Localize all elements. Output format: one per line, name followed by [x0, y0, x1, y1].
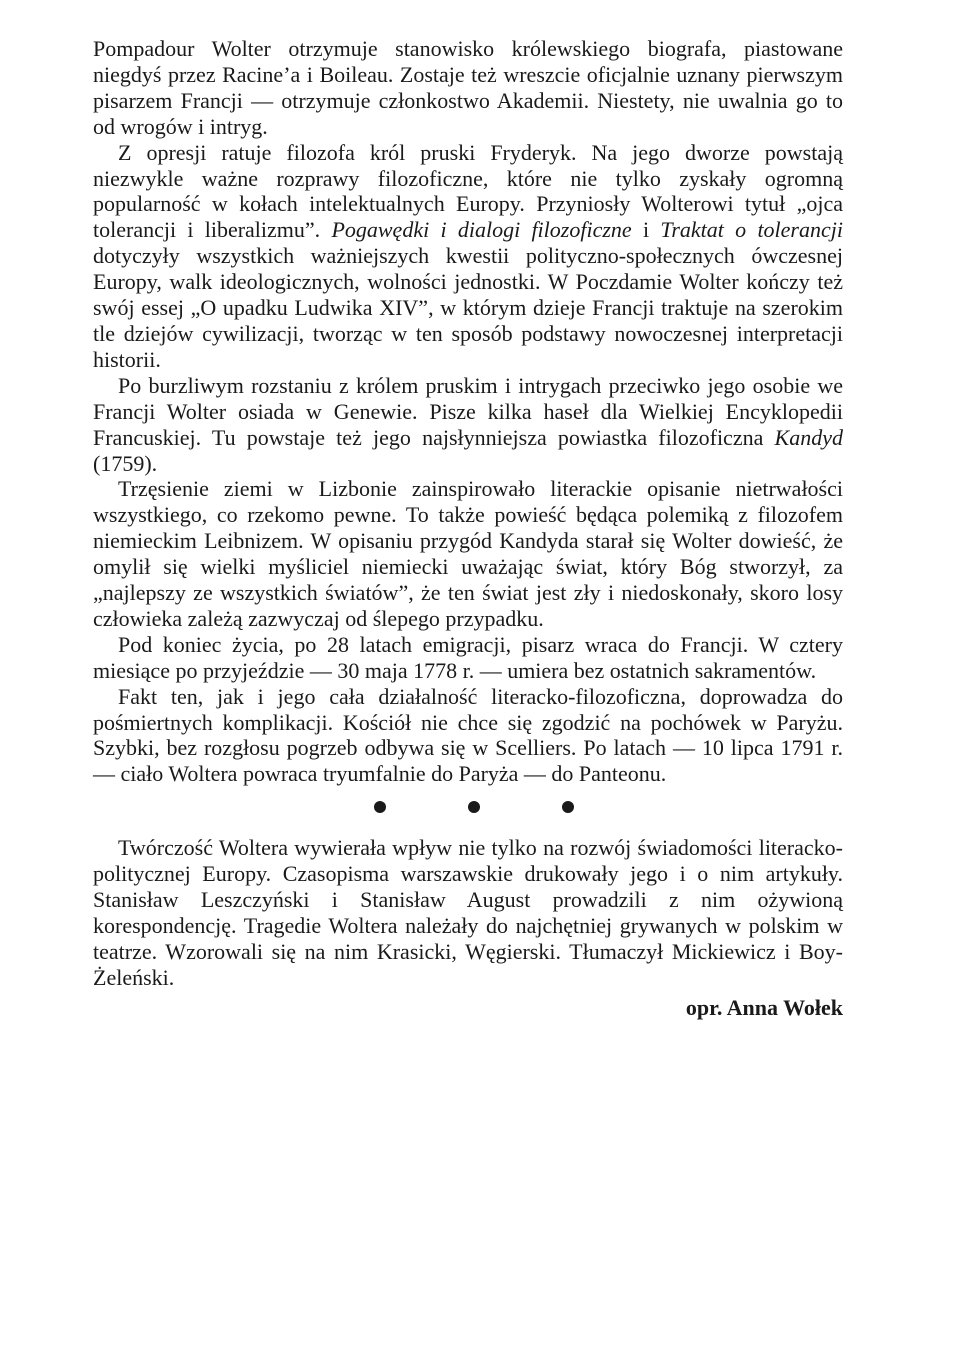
body-text-before-separator — [93, 36, 843, 787]
separator-dot-icon — [562, 801, 574, 813]
author-signature: opr. Anna Wołek — [685, 994, 843, 1020]
italic-title: Traktat o tolerancji — [660, 217, 843, 243]
paragraph-p7 — [93, 835, 843, 990]
separator-dot-icon — [468, 801, 480, 813]
text-run: Z opresji ratuje filozofa król pruski Fryderyk. Na jego dworze powstają niezwykle ważne rozprawy filozoficzne, które nie tylko zyskały ogromną popularność w kołach intelektualnych Europy. Przyniosły Wolterowi tytuł „ojca tolerancji i liberalizmu”. — [93, 139, 843, 243]
text-run: (1759). — [93, 450, 158, 476]
body-text-after-separator — [93, 835, 843, 990]
text-run: Trzęsienie ziemi w Lizbonie zainspirowało literackie opisanie nietrwałości wszystkiego, co rzekomo pewne. To także powieść będąca polemiką z filozofem niemieckim Leibnizem. W opisaniu przygód Kandyda starał się Wolter dowieść, że omylił się wielki myśliciel niemiecki uważając świat, który Bóg stworzył, za „najlepszy ze wszystkich światów”, że ten świat jest zły i niedoskonały, skoro losy człowieka zależą zazwyczaj od ślepego przypadku. — [93, 476, 843, 631]
paragraph-p5 — [93, 632, 843, 684]
separator-dot-icon — [374, 801, 386, 813]
paragraph-p2 — [93, 140, 843, 373]
text-run: dotyczyły wszystkich ważniejszych kwestii polityczno-społecznych ówczesnej Europy, walk ideologicznych, wolności jednostki. W Poczdamie Wolter kończy też swój essej „O upadku Ludwika XIV”, w którym dzieje Francji traktuje na szerokim tle dziejów cywilizacji, tworząc w ten sposób podstawy nowoczesnej interpretacji historii. — [93, 243, 843, 372]
document-page — [93, 36, 843, 1021]
text-run: Twórczość Woltera wywierała wpływ nie tylko na rozwój świadomości literacko-politycznej Europy. Czasopisma warszawskie drukowały jego i o nim artykuły. Stanisław Leszczyński i Stanisław August prowadzili z nim ożywioną korespondencję. Tragedie Woltera należały do najchętniej grywanych w polskim w teatrze. Wzorowali się na nim Krasicki, Węgierski. Tłumaczył Mickiewicz i Boy-Żeleński. — [93, 835, 843, 990]
paragraph-p4 — [93, 476, 843, 631]
paragraph-p6 — [93, 684, 843, 788]
text-run: Fakt ten, jak i jego cała działalność literacko-filozoficzna, doprowadza do pośmiertnych komplikacji. Kościół nie chce się zgodzić na pochówek w Paryżu. Szybki, bez rozgłosu pogrzeb odbywa się w Scelliers. Po latach — 10 lipca 1791 r. — ciało Woltera powraca tryumfalnie do Paryża — do Panteonu. — [93, 683, 843, 787]
text-run: Pod koniec życia, po 28 latach emigracji, pisarz wraca do Francji. W cztery miesiące po przyjeździe — 30 maja 1778 r. — umiera bez ostatnich sakramentów. — [93, 631, 843, 683]
text-run: Po burzliwym rozstaniu z królem pruskim i intrygach przeciwko jego osobie we Francji Wolter osiada w Genewie. Pisze kilka haseł dla Wielkiej Encyklopedii Francuskiej. Tu powstaje też jego najsłynniejsza powiastka filozoficzna — [93, 372, 843, 450]
paragraph-p3 — [93, 373, 843, 477]
italic-title: Kandyd — [774, 424, 843, 450]
section-separator — [93, 801, 843, 813]
text-run: i — [631, 217, 661, 243]
italic-title: Pogawędki i dialogi filozoficzne — [331, 217, 632, 243]
paragraph-p1 — [93, 36, 843, 140]
text-run: Pompadour Wolter otrzymuje stanowisko królewskiego biografa, piastowane niegdyś przez Racine’a i Boileau. Zostaje też wreszcie oficjalnie uznany pierwszym pisarzem Francji — otrzymuje członkostwo Akademii. Niestety, nie uwalnia go to od wrogów i intryg. — [93, 36, 843, 139]
